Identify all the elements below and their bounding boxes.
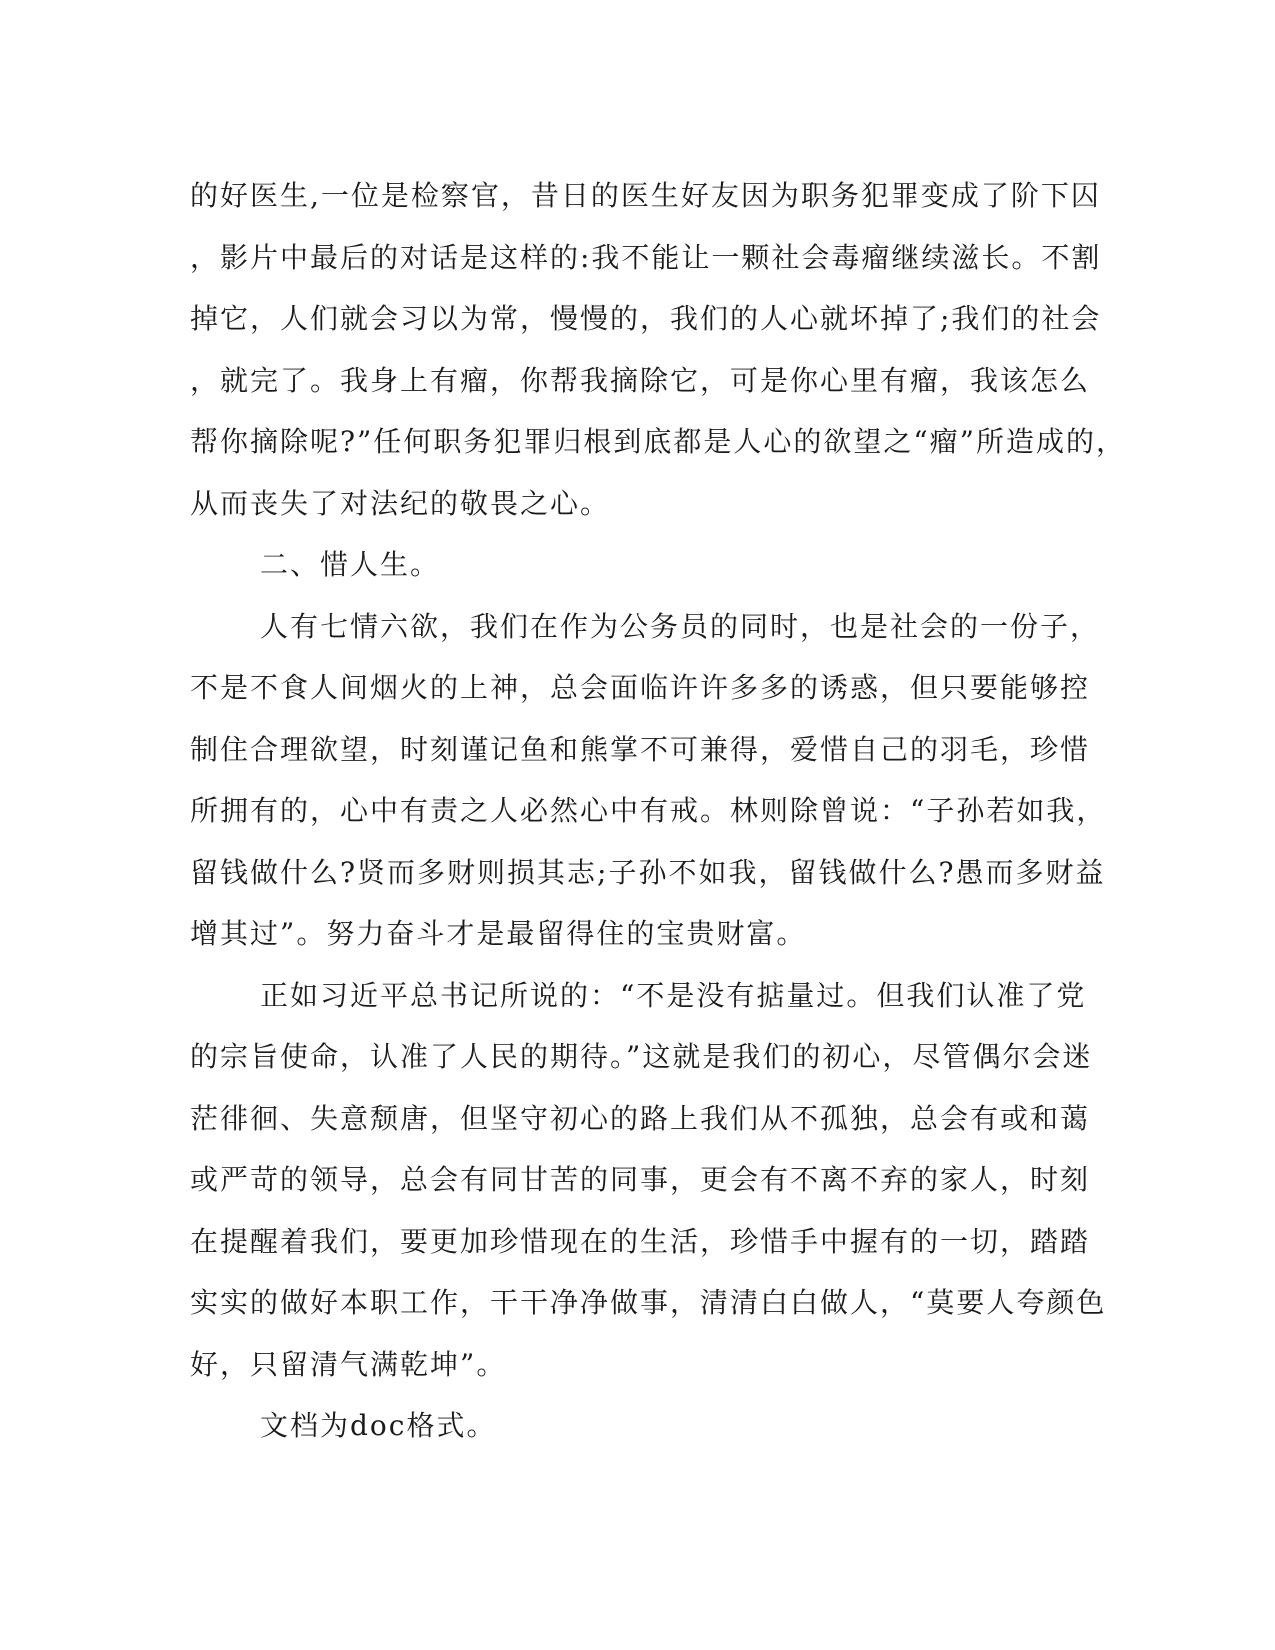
text-line: ，就完了。我身上有瘤，你帮我摘除它，可是你心里有瘤，我该怎么 [190,363,1091,397]
text-line: 帮你摘除呢?”任何职务犯罪归根到底都是人心的欲望之“瘤”所造成的， [190,425,1126,458]
paragraph-cherish-life [190,596,1107,965]
paragraph-original-aspiration [190,965,1107,1396]
text-line: 实实的做好本职工作，干干净净做事，清清白白做人，“莫要人夸颜色 [190,1286,1107,1319]
text-line: 在提醒着我们，要更加珍惜现在的生活，珍惜手中握有的一切，踏踏 [190,1224,1091,1258]
paragraph-continuation [190,165,1126,534]
text-line: 留钱做什么?贤而多财则损其志;子孙不如我，留钱做什么?愚而多财益 [190,855,1106,889]
text-line: 好，只留清气满乾坤”。 [190,1347,507,1381]
text-line: 正如习近平总书记所说的：“不是没有掂量过。但我们认准了党 [260,978,1087,1012]
text-line: 制住合理欲望，时刻谨记鱼和熊掌不可兼得，爱惜自己的羽毛，珍惜 [190,732,1091,766]
text-line: 人有七情六欲，我们在作为公务员的同时，也是社会的一份子， [260,609,1101,643]
heading-line: 二、惜人生。 [260,548,441,581]
document-body [190,165,1126,1457]
format-note [190,1395,1065,1457]
section-heading [190,534,1065,596]
text-line: 所拥有的，心中有责之人必然心中有戒。林则除曾说：“子孙若如我， [190,794,1107,827]
text-line: 茫徘徊、失意颓唐，但坚守初心的路上我们从不孤独，总会有或和蔼 [190,1101,1091,1135]
text-line: 增其过”。努力奋斗才是最留得住的宝贵财富。 [190,917,807,950]
text-line: ，影片中最后的对话是这样的:我不能让一颗社会毒瘤继续滋长。不割 [190,240,1102,274]
text-line: 或严苛的领导，总会有同甘苦的同事，更会有不离不弃的家人，时刻 [190,1163,1091,1196]
text-line: 的宗旨使命，认准了人民的期待。”这就是我们的初心，尽管偶尔会迷 [190,1040,1093,1073]
format-note-line: 文档为doc格式。 [260,1409,497,1442]
text-line: 的好医生,一位是检察官，昔日的医生好友因为职务犯罪变成了阶下囚 [190,179,1101,212]
text-line: 掉它，人们就会习以为常，慢慢的，我们的人心就坏掉了;我们的社会 [190,302,1102,335]
text-line: 从而丧失了对法纪的敬畏之心。 [190,486,611,520]
text-line: 不是不食人间烟火的上神，总会面临许许多多的诱惑，但只要能够控 [190,671,1091,704]
